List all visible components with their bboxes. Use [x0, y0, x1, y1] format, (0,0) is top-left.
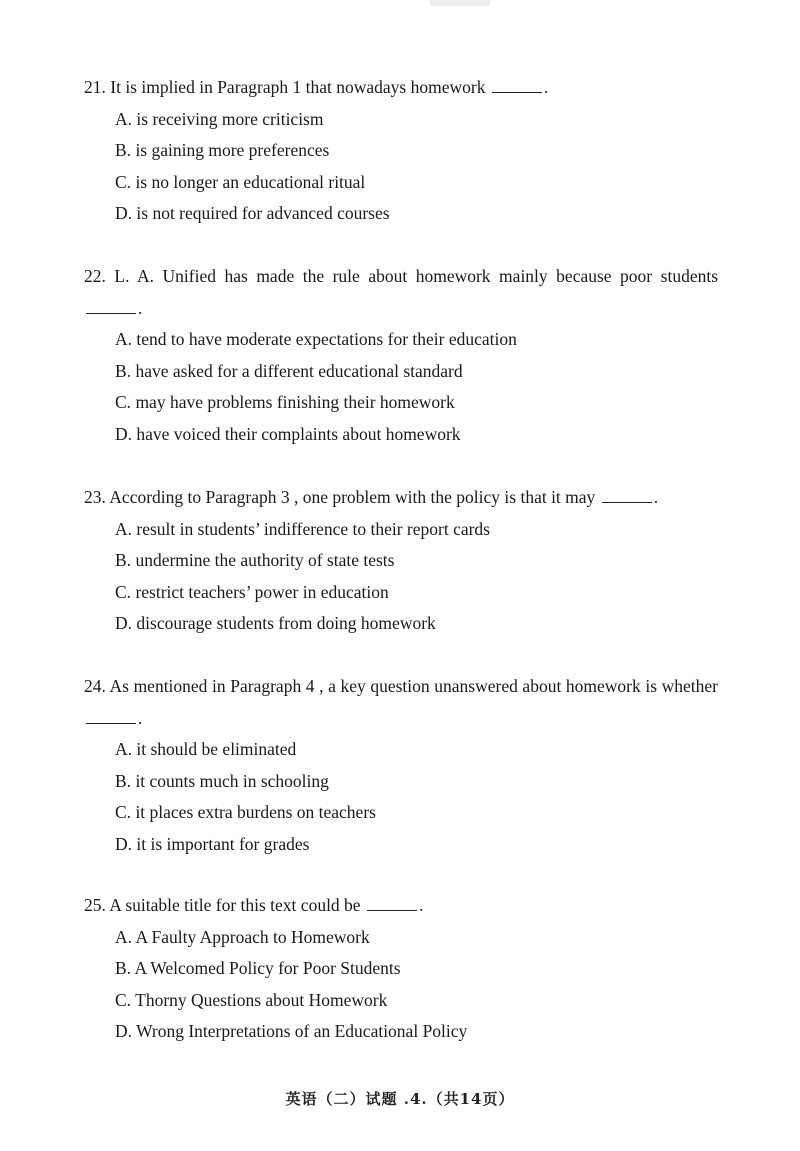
option-a [84, 324, 718, 356]
option-text: it should be eliminated [136, 739, 297, 759]
option-d [84, 198, 718, 230]
option-b [84, 766, 718, 798]
answer-blank [367, 895, 417, 911]
option-b [84, 953, 718, 985]
option-letter: A. [115, 329, 133, 349]
option-text: it places extra burdens on teachers [135, 802, 376, 822]
stem-text: According to Paragraph 3 , one problem with the policy is that it may [109, 487, 596, 507]
option-b [84, 545, 718, 577]
option-letter: D. [115, 423, 133, 444]
option-text: is no longer an educational ritual [135, 171, 366, 192]
option-text: it is important for grades [136, 833, 310, 854]
question-stem [84, 72, 718, 104]
option-letter: A. [115, 739, 133, 759]
option-list [84, 324, 718, 450]
question-22 [84, 261, 718, 450]
option-list [84, 104, 718, 230]
stem-text: A suitable title for this text could be [109, 895, 361, 915]
option-letter: B. [115, 360, 132, 381]
question-stem [84, 261, 718, 324]
option-text: it counts much in schooling [135, 770, 329, 791]
stem-end: . [138, 707, 143, 728]
option-text: Wrong Interpretations of an Educational Policy [136, 1021, 468, 1041]
answer-blank [602, 487, 652, 503]
option-text: have voiced their complaints about homework [136, 423, 461, 444]
option-text: is not required for advanced courses [136, 203, 390, 223]
option-c [84, 797, 718, 829]
option-letter: D. [115, 613, 133, 633]
option-letter: A. [115, 926, 133, 947]
option-letter: B. [115, 770, 132, 791]
option-text: result in students’ indifference to their report cards [136, 518, 490, 539]
answer-blank [86, 298, 136, 314]
answer-blank [492, 77, 542, 93]
option-text: is receiving more criticism [136, 108, 324, 129]
option-list [84, 922, 718, 1048]
option-a [84, 514, 718, 546]
option-letter: D. [115, 203, 133, 223]
option-letter: A. [115, 518, 133, 539]
option-text: is gaining more preferences [135, 140, 330, 160]
option-c [84, 167, 718, 199]
stem-text: As mentioned in Paragraph 4 , a key question unanswered about homework is whether [109, 676, 718, 696]
question-23 [84, 482, 718, 640]
question-number: 23. [84, 487, 106, 507]
stem-end: . [653, 487, 659, 507]
option-text: tend to have moderate expectations for their education [136, 329, 517, 349]
option-b [84, 356, 718, 388]
option-letter: B. [115, 140, 132, 160]
option-d [84, 1016, 718, 1048]
option-c [84, 387, 718, 419]
option-text: undermine the authority of state tests [135, 550, 395, 570]
option-letter: C. [115, 171, 132, 192]
option-letter: B. [115, 550, 132, 570]
option-text: have asked for a different educational standard [135, 360, 463, 381]
stem-end: . [418, 895, 424, 915]
option-a [84, 922, 718, 954]
option-d [84, 829, 718, 861]
option-letter: D. [115, 833, 133, 854]
option-text: may have problems finishing their homework [135, 392, 455, 412]
option-text: discourage students from doing homework [136, 613, 436, 633]
option-letter: B. [115, 958, 132, 978]
option-c [84, 577, 718, 609]
answer-blank [86, 708, 136, 724]
option-letter: A. [115, 108, 133, 129]
option-a [84, 104, 718, 136]
option-text: restrict teachers’ power in education [135, 581, 389, 602]
option-letter: C. [115, 989, 132, 1010]
question-number: 25. [84, 895, 106, 915]
question-number: 21. [84, 77, 106, 97]
question-21 [84, 72, 718, 230]
stem-end: . [543, 77, 549, 97]
option-letter: C. [115, 581, 132, 602]
stem-end: . [138, 297, 143, 318]
option-b [84, 135, 718, 167]
option-letter: C. [115, 392, 132, 412]
option-a [84, 734, 718, 766]
option-text: A Faulty Approach to Homework [135, 926, 370, 947]
option-d [84, 608, 718, 640]
option-letter: D. [115, 1021, 133, 1041]
option-list [84, 734, 718, 860]
question-stem [84, 890, 718, 922]
option-letter: C. [115, 802, 132, 822]
question-stem [84, 671, 718, 734]
scan-mark [430, 0, 490, 6]
question-25 [84, 890, 718, 1048]
stem-text: It is implied in Paragraph 1 that nowadays homework [110, 77, 486, 97]
option-d [84, 419, 718, 451]
question-number: 24. [84, 676, 106, 696]
option-c [84, 985, 718, 1017]
question-number: 22. [84, 266, 106, 286]
page-footer: 英语（二）试题 .4.（共14页） [285, 1090, 515, 1108]
option-text: Thorny Questions about Homework [135, 989, 388, 1010]
stem-text: L. A. Unified has made the rule about homework mainly because poor students [114, 266, 719, 286]
option-list [84, 514, 718, 640]
question-24 [84, 671, 718, 860]
option-text: A Welcomed Policy for Poor Students [134, 958, 401, 978]
question-stem [84, 482, 718, 514]
